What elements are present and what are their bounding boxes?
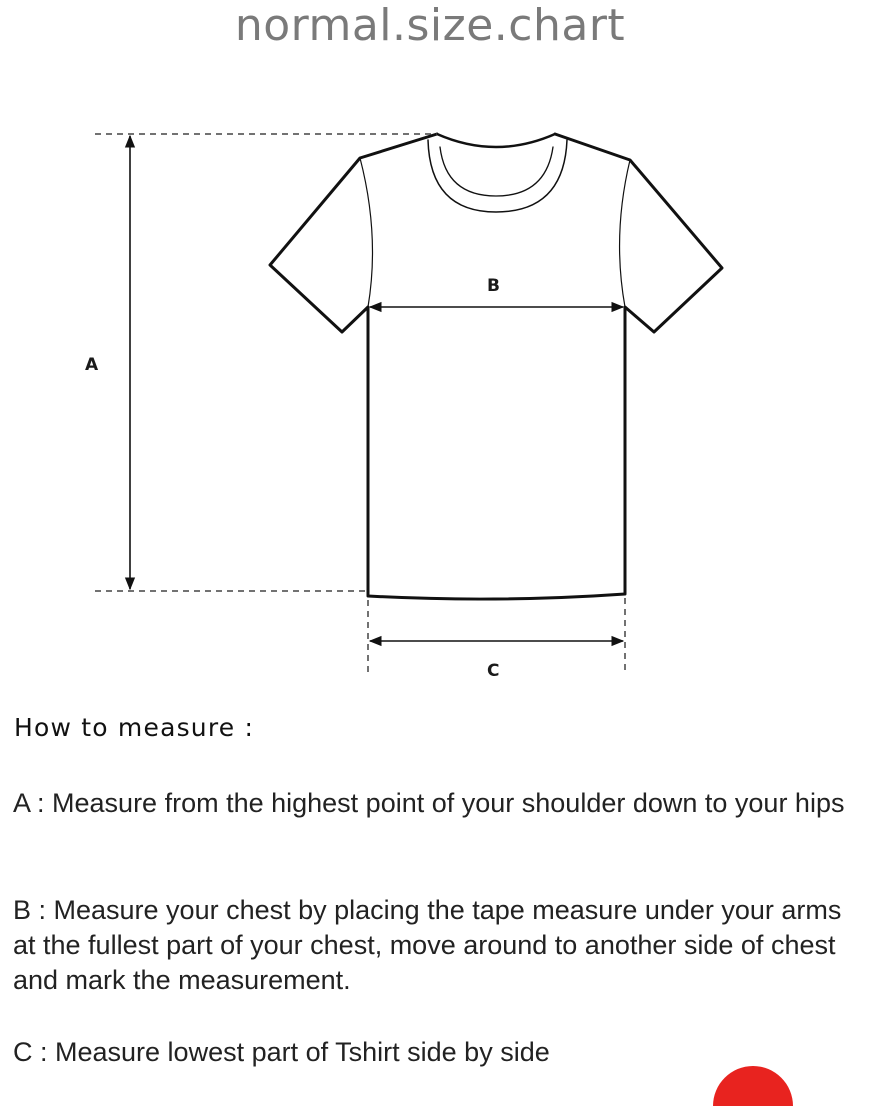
- red-badge[interactable]: [713, 1066, 793, 1106]
- instructions-heading: How to measure :: [14, 713, 255, 742]
- measurement-arrows: [130, 136, 623, 641]
- guide-lines: [95, 134, 625, 672]
- label-c: C: [487, 661, 500, 681]
- label-b: B: [487, 276, 500, 296]
- tshirt-neckline-inner: [428, 140, 567, 212]
- left-sleeve-seam: [360, 158, 373, 307]
- label-a: A: [85, 355, 99, 375]
- tshirt-collar: [437, 134, 555, 147]
- right-sleeve-seam: [620, 160, 630, 307]
- instruction-c: C : Measure lowest part of Tshirt side by side: [13, 1037, 550, 1067]
- tshirt-body: [270, 134, 722, 599]
- tshirt-neckline-rib: [440, 147, 553, 196]
- page-title: normal.size.chart: [234, 0, 626, 51]
- tshirt-outline: [270, 134, 722, 599]
- instruction-a: A : Measure from the highest point of your shoulder down to your hips: [13, 788, 845, 818]
- instruction-b: B : Measure your chest by placing the tape measure under your arms at the fullest part of your chest, move around to another side of chest and mark the measurement.: [13, 895, 842, 995]
